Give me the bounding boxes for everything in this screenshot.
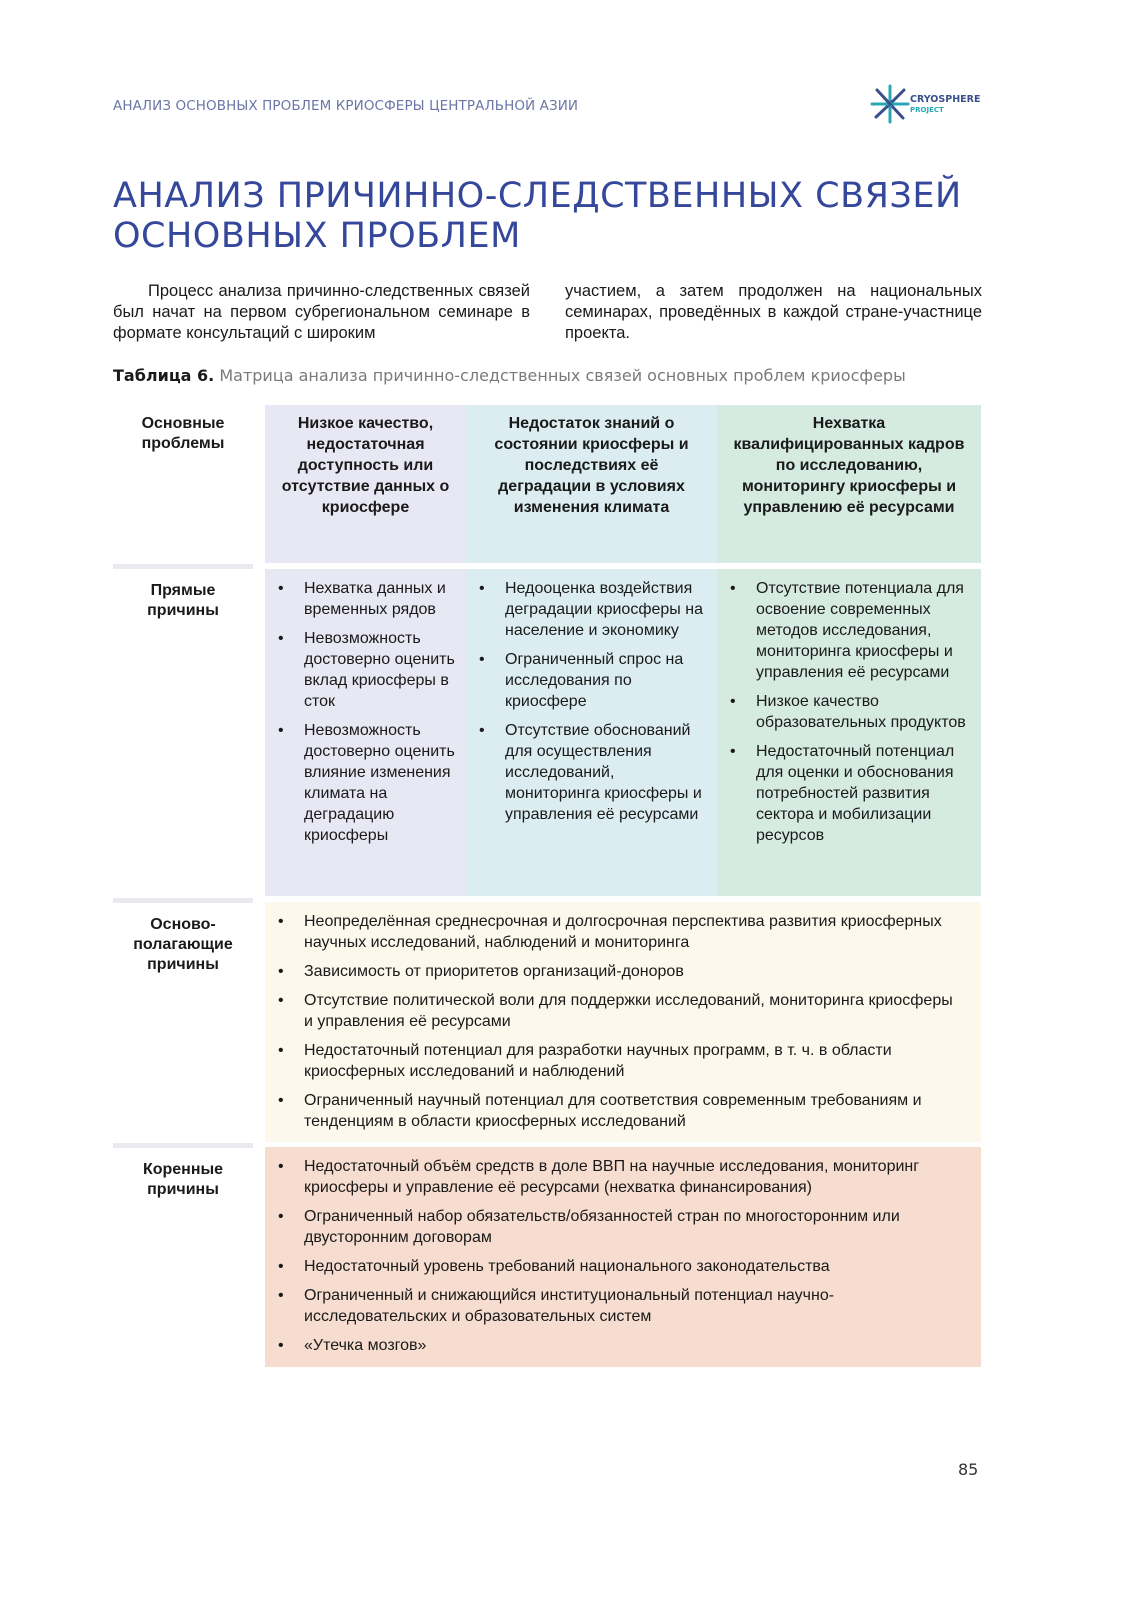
underlying-causes xyxy=(265,902,981,1142)
logo-line2: PROJECT xyxy=(910,106,944,114)
list-item: • Недостаточный потенциал для оценки и обоснования потребностей развития сектора и мобилизации ресурсов xyxy=(717,741,971,846)
page-number: 85 xyxy=(958,1460,979,1479)
list-item: • Невозможность достоверно оценить влияние изменения климата на деградацию криосферы xyxy=(265,720,460,846)
list-item: • Недооценка воздействия деградации криосферы на население и экономику xyxy=(466,578,707,641)
list-item: • Отсутствие политической воли для поддержки исследований, мониторинга криосферы и управления её ресурсами xyxy=(265,990,965,1032)
table-caption-label: Таблица 6. xyxy=(113,366,215,385)
row-label-root: Коренные причины xyxy=(113,1143,253,1368)
row-label-underlying: Осново-полагающие причины xyxy=(113,898,253,1143)
list-item: • Невозможность достоверно оценить вклад криосферы в сток xyxy=(265,628,460,712)
list-item: • Ограниченный и снижающийся институциональный потенциал научно-исследовательских и образовательных систем xyxy=(265,1285,965,1327)
list-item: • Недостаточный уровень требований национального законодательства xyxy=(265,1256,965,1277)
list-item: • Недостаточный объём средств в доле ВВП на научные исследования, мониторинг криосферы и управление её ресурсами (нехватка финансирования) xyxy=(265,1156,965,1198)
list-item: • Ограниченный спрос на исследования по криосфере xyxy=(466,649,707,712)
root-causes xyxy=(265,1147,981,1367)
table-caption xyxy=(113,366,906,385)
running-title: АНАЛИЗ ОСНОВНЫХ ПРОБЛЕМ КРИОСФЕРЫ ЦЕНТРАЛЬНОЙ АЗИИ xyxy=(113,98,579,114)
list-item: • Ограниченный набор обязательств/обязанностей стран по многосторонним или двусторонним договорам xyxy=(265,1206,965,1248)
logo-line1: CRYOSPHERE xyxy=(910,94,981,105)
list-item: • «Утечка мозгов» xyxy=(265,1335,965,1356)
problem-cell-1: Низкое качество, недостаточная доступность или отсутствие данных о криосфере xyxy=(265,405,466,563)
list-item: • Нехватка данных и временных рядов xyxy=(265,578,460,620)
direct-causes-col-3 xyxy=(717,569,981,896)
row-label-direct: Прямые причины xyxy=(113,564,253,898)
list-item: • Ограниченный научный потенциал для соответствия современным требованиям и тенденциям в области криосферных исследований xyxy=(265,1090,965,1132)
list-item: • Низкое качество образовательных продуктов xyxy=(717,691,971,733)
direct-causes-col-1 xyxy=(265,569,466,896)
intro-left-column: Процесс анализа причинно-следственных связей был начат на первом субрегиональном семинаре в формате консультаций с широким xyxy=(113,282,530,342)
list-item: • Неопределённая среднесрочная и долгосрочная перспектива развития криосферных научных исследований, наблюдений и мониторинга xyxy=(265,911,965,953)
list-item: • Недостаточный потенциал для разработки научных программ, в т. ч. в области криосферных исследований и наблюдений xyxy=(265,1040,965,1082)
row-label-problems: Основные проблемы xyxy=(141,415,225,452)
intro-right-column: участием, а затем продолжен на национальных семинарах, проведённых в каждой стране-участнице проекта. xyxy=(565,282,982,342)
problem-cell-3: Нехватка квалифицированных кадров по исследованию, мониторингу криосферы и управлению её ресурсами xyxy=(717,405,981,563)
list-item: • Отсутствие потенциала для освоение современных методов исследования, мониторинга криосферы и управления её ресурсами xyxy=(717,578,971,683)
list-item: • Зависимость от приоритетов организаций-доноров xyxy=(265,961,965,982)
problem-cell-2: Недостаток знаний о состоянии криосферы и последствиях её деградации в условиях изменения климата xyxy=(466,405,717,563)
snowflake-burst-icon xyxy=(870,84,910,124)
page-title: АНАЛИЗ ПРИЧИННО-СЛЕДСТВЕННЫХ СВЯЗЕЙ ОСНОВНЫХ ПРОБЛЕМ xyxy=(113,176,962,256)
list-item: • Отсутствие обоснований для осуществления исследований, мониторинга криосферы и управления её ресурсами xyxy=(466,720,707,825)
direct-causes-col-2 xyxy=(466,569,717,896)
table-caption-text: Матрица анализа причинно-следственных связей основных проблем криосферы xyxy=(219,366,906,385)
cryosphere-logo xyxy=(870,84,982,130)
